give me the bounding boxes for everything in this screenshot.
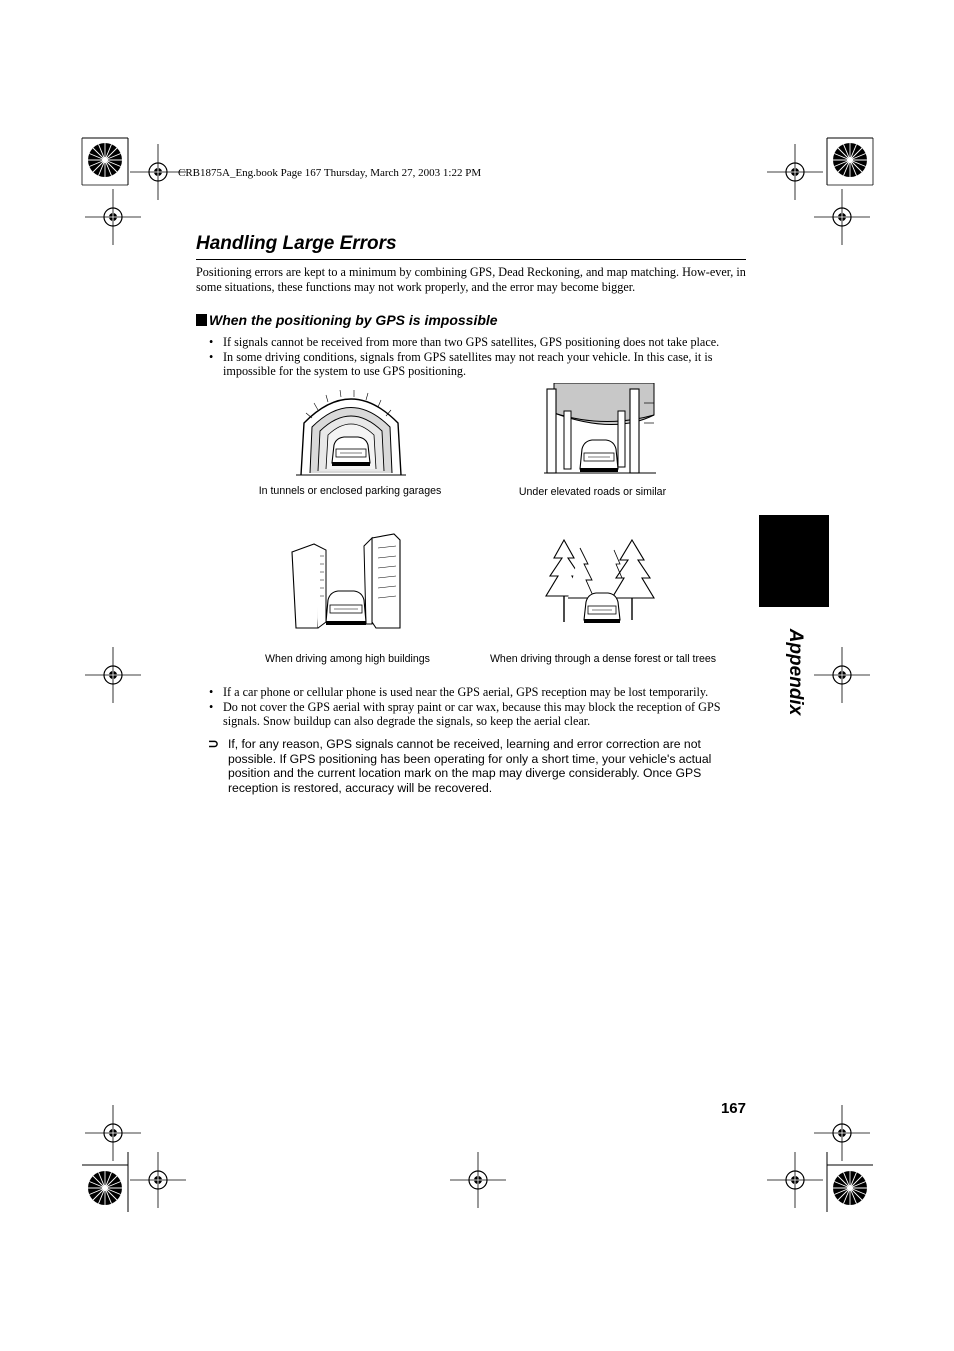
high-buildings-illustration [288,532,406,632]
crosshair-mark [814,189,870,245]
page-number: 167 [720,1100,746,1117]
crosshair-mark [814,1105,870,1161]
crosshair-mark [85,1105,141,1161]
print-info-header: CRB1875A_Eng.book Page 167 Thursday, March 27, 2003 1:22 PM [178,167,482,179]
crosshair-mark [814,647,870,703]
crosshair-mark [767,144,823,200]
tunnel-illustration [296,383,406,478]
bullet-list-bottom [209,685,749,729]
list-item: • If a car phone or cellular phone is used near the GPS aerial, GPS reception may be lost temporarily. [209,685,749,700]
tunnel-caption: In tunnels or enclosed parking garages [258,485,442,497]
crosshair-mark [450,1152,506,1208]
forest-caption: When driving through a dense forest or tall trees [489,653,717,665]
starburst-mark-top-right [827,138,873,185]
bullet-list-top [209,335,749,379]
elevated-road-illustration [544,383,656,478]
note-arrow-icon: ⊃ [208,736,219,751]
starburst-mark-top-left [82,138,128,185]
subsection-heading [196,312,498,328]
subsection-heading-text: When the positioning by GPS is impossible [209,312,498,328]
intro-paragraph: Positioning errors are kept to a minimum by combining GPS, Dead Reckoning, and map matching. How-ever, in some situations, these functions may not work properly, and the error may become bigger. [196,265,746,294]
elevated-caption: Under elevated roads or similar [518,486,667,498]
note-text: If, for any reason, GPS signals cannot be received, learning and error correction are not possible. If GPS positioning has been operating for only a short time, your vehicle's actual position and the current location mark on the map may diverge considerably. Once GPS reception is restored, accuracy will be recovered. [228,737,712,795]
crosshair-mark [130,1152,186,1208]
square-bullet-icon [196,314,207,326]
forest-illustration [540,538,660,626]
section-title: Handling Large Errors [196,233,397,254]
title-rule [196,259,746,260]
appendix-tab-label: Appendix [785,628,806,716]
list-item: • If signals cannot be received from more than two GPS satellites, GPS positioning does not take place. [209,335,749,350]
note-block [208,737,748,795]
starburst-mark-bottom-left [82,1152,128,1212]
list-item: • Do not cover the GPS aerial with spray paint or car wax, because this may block the reception of GPS signals. Snow buildup can also degrade the signals, so keep the aerial clear. [209,700,749,729]
list-item: • In some driving conditions, signals from GPS satellites may not reach your vehicle. In this case, it is impossible for the system to use GPS positioning. [209,350,749,379]
crosshair-mark [767,1152,823,1208]
buildings-caption: When driving among high buildings [265,653,430,665]
crosshair-mark [85,647,141,703]
appendix-tab-block [759,515,829,607]
starburst-mark-bottom-right [827,1152,873,1212]
crosshair-mark [85,189,141,245]
